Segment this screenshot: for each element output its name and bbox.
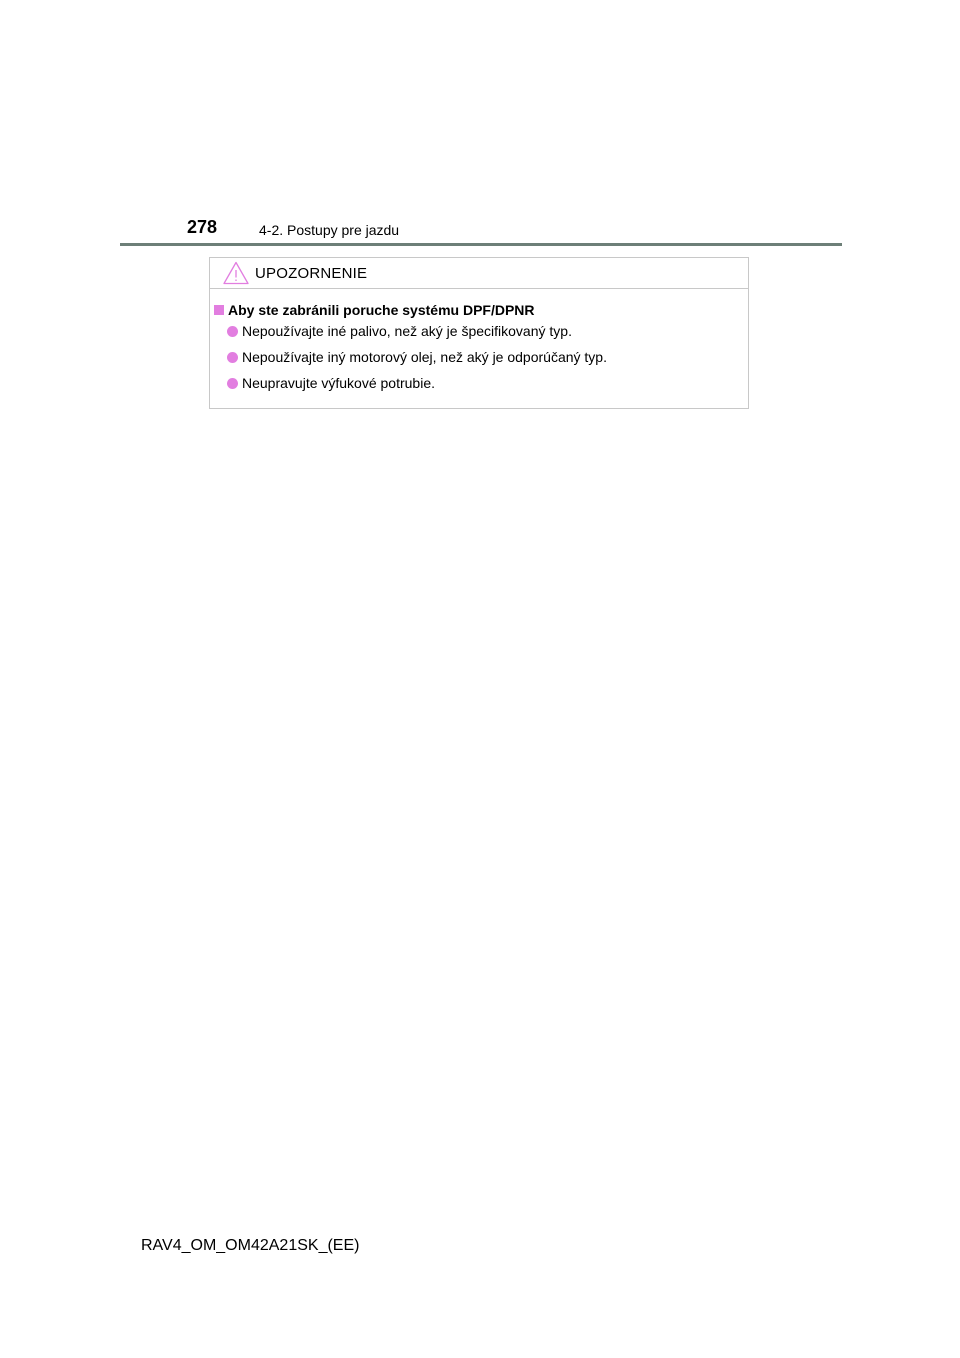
list-item-text: Nepoužívajte iné palivo, než aký je špecifikovaný typ. — [242, 323, 572, 339]
caution-box — [209, 257, 749, 409]
caution-title: UPOZORNENIE — [255, 265, 368, 282]
warning-triangle-icon — [223, 261, 249, 285]
caution-heading-row — [214, 301, 535, 319]
list-item — [227, 322, 572, 340]
caution-header — [210, 258, 748, 289]
list-item-text: Nepoužívajte iný motorový olej, než aký je odporúčaný typ. — [242, 349, 607, 365]
dot-bullet-icon — [227, 352, 238, 363]
list-item — [227, 374, 435, 392]
section-title: 4-2. Postupy pre jazdu — [259, 222, 400, 238]
list-item-text: Neupravujte výfukové potrubie. — [242, 375, 435, 391]
square-bullet-icon — [214, 305, 224, 315]
dot-bullet-icon — [227, 326, 238, 337]
header-divider — [120, 243, 842, 246]
document-code: RAV4_OM_OM42A21SK_(EE) — [141, 1237, 360, 1254]
list-item — [227, 348, 607, 366]
dot-bullet-icon — [227, 378, 238, 389]
page-number: 278 — [187, 217, 218, 237]
caution-heading: Aby ste zabránili poruche systému DPF/DPNR — [228, 302, 535, 318]
